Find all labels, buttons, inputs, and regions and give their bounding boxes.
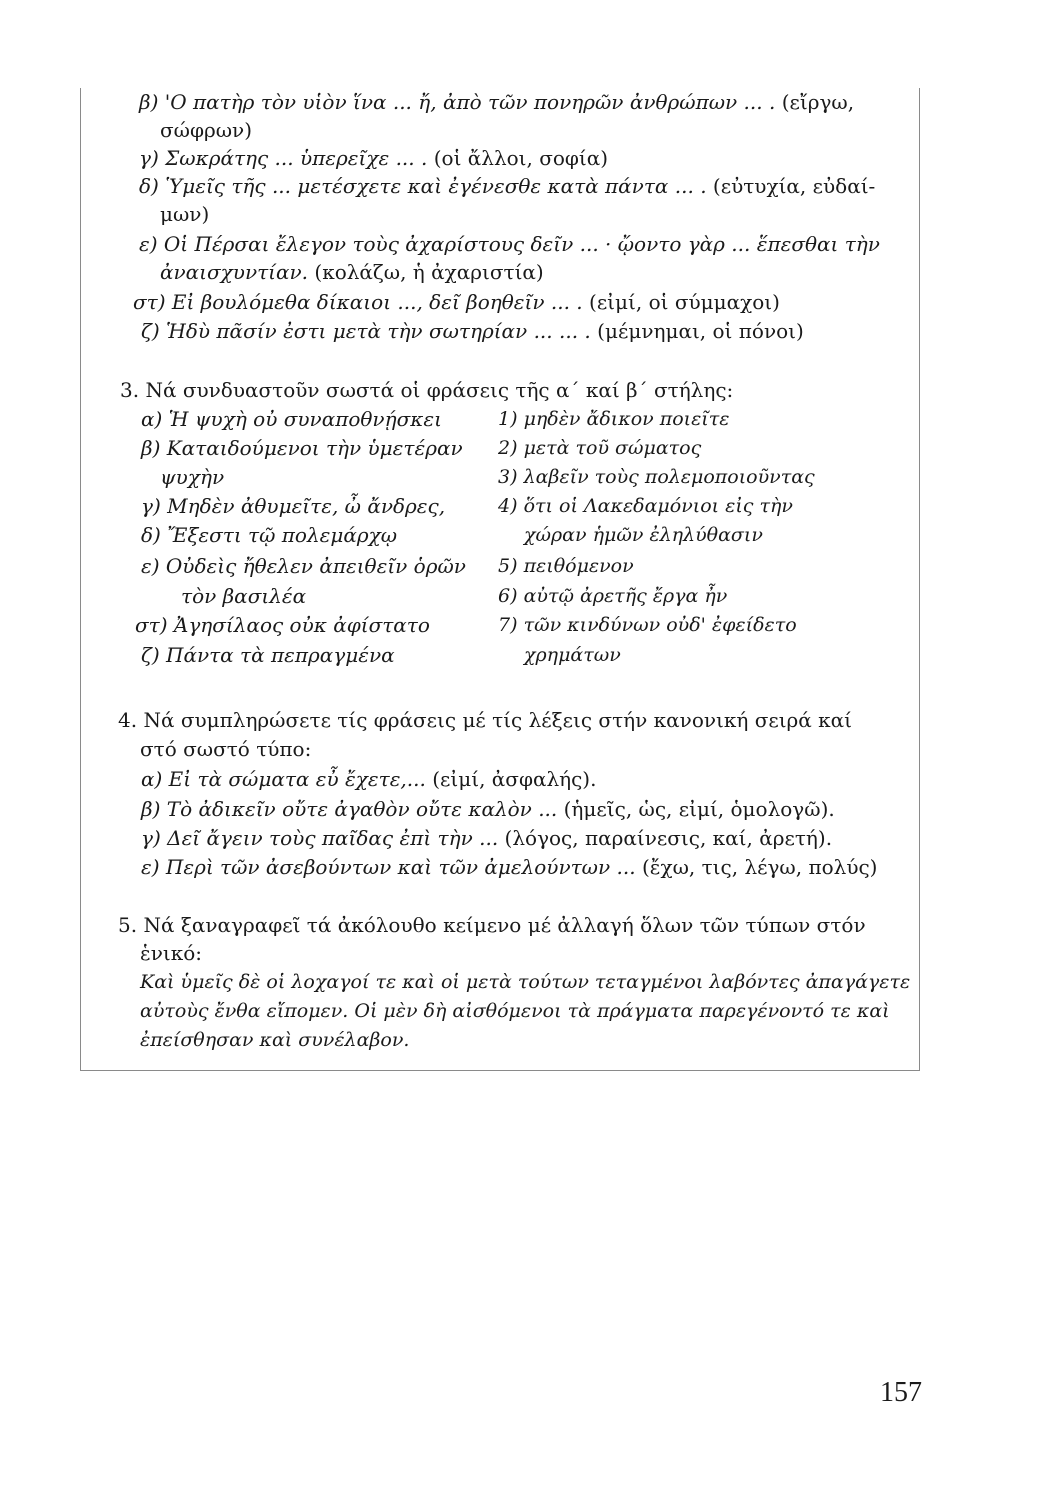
item-hint: (λόγος, παραίνεσις, καί, ἀρετή).: [504, 826, 833, 850]
exercise-number: 4.: [118, 708, 138, 732]
exercise-instruction: Νά συμπληρώσετε τίς φράσεις μέ τίς λέξεις στήν κανονική σειρά καί: [143, 708, 853, 732]
item-text: Οἱ Πέρσαι ἔλεγον τοὺς ἀχαρίστους δεῖν ... · ᾤοντο γὰρ ... ἕπεσθαι τὴν: [163, 232, 880, 256]
item-text: Καταιδούμενοι τὴν ὑμετέραν: [166, 436, 463, 460]
item-label: β): [139, 90, 159, 114]
exercise-instruction: ἑνικό:: [140, 941, 203, 965]
ex4-item: [141, 854, 877, 880]
item-text: Οὐδεὶς ἤθελεν ἀπειθεῖν ὁρῶν: [165, 554, 466, 578]
ex2-item-epsilon-cont: [160, 259, 544, 285]
item-text: ὅτι οἱ Λακεδαμόνιοι εἰς τὴν: [523, 495, 793, 517]
item-hint: (μέμνημαι, οἱ πόνοι): [597, 319, 804, 343]
item-label: 7): [498, 614, 518, 636]
item-label: 6): [498, 585, 518, 607]
item-label: ε): [139, 232, 158, 256]
item-text: ἀναισχυντίαν.: [160, 260, 309, 284]
col-b-item: [498, 435, 701, 461]
item-label: γ): [139, 146, 159, 170]
col-a-item: [141, 406, 442, 432]
item-label: 1): [498, 408, 518, 430]
item-text: μετὰ τοῦ σώματος: [523, 437, 702, 459]
passage-text: Καὶ ὑμεῖς δὲ οἱ λοχαγοί τε καὶ οἱ μετὰ τούτων τεταγμένοι λαβόντες ἀπαγάγετε: [140, 971, 911, 993]
item-label: ζ): [141, 643, 160, 667]
item-label: 5): [498, 555, 518, 577]
ex4-item: [141, 796, 835, 822]
item-hint: (εἰμί, οἱ σύμμαχοι): [589, 290, 780, 314]
item-label: ζ): [141, 319, 160, 343]
item-text: Ἔξεστι τῷ πολεμάρχῳ: [167, 523, 398, 547]
item-hint: μων): [160, 202, 210, 226]
col-b-item: [498, 553, 634, 579]
col-a-item-cont: [181, 583, 306, 609]
item-text: μηδὲν ἄδικον ποιεῖτε: [523, 408, 730, 430]
col-b-item: [498, 612, 797, 638]
item-text: Μηδὲν ἀθυμεῖτε, ὦ ἄνδρες,: [167, 494, 446, 518]
item-label: 3): [498, 466, 518, 488]
item-text: Περὶ τῶν ἀσεβούντων καὶ τῶν ἀμελούντων ...: [165, 855, 636, 879]
item-hint: (ἡμεῖς, ὡς, εἰμί, ὁμολογῶ).: [563, 797, 835, 821]
col-b-item: [498, 493, 793, 519]
ex3-heading: [120, 377, 733, 403]
item-label: β): [141, 797, 161, 821]
item-hint: σώφρων): [160, 118, 252, 142]
exercise-instruction: στό σωστό τύπο:: [140, 737, 312, 761]
ex5-heading: [118, 912, 866, 938]
item-text: Τὸ ἀδικεῖν οὔτε ἀγαθὸν οὔτε καλὸν ...: [166, 797, 558, 821]
item-text: Πάντα τὰ πεπραγμένα: [166, 643, 395, 667]
item-text: Ἀγησίλαος οὐκ ἀφίστατο: [173, 613, 430, 637]
item-hint: (εὐτυχία, εὐδαί-: [712, 174, 876, 198]
col-b-item: [498, 406, 729, 432]
ex5-text-line: [140, 998, 890, 1024]
item-text: ψυχὴν: [160, 465, 225, 489]
col-a-item: [135, 612, 430, 638]
ex4-heading: [118, 707, 852, 733]
col-a-item: [141, 435, 463, 461]
col-b-item: [498, 464, 815, 490]
item-text: χρημάτων: [524, 644, 621, 666]
item-text: αὐτῷ ἀρετῆς ἔργα ἦν: [523, 585, 728, 607]
ex5-text-line: [140, 969, 910, 995]
passage-text: αὐτοὺς ἔνθα εἴπομεν. Οἱ μὲν δὴ αἰσθόμενοι τὰ πράγματα παρεγένοντό τε καὶ: [140, 1000, 890, 1022]
item-text: τῶν κινδύνων οὐδ' ἐφείδετο: [523, 614, 797, 636]
item-text: Εἰ τὰ σώματα εὖ ἔχετε,...: [168, 767, 426, 791]
item-text: Εἰ βουλόμεθα δίκαιοι ..., δεῖ βοηθεῖν ... .: [171, 290, 583, 314]
ex2-item-delta-cont: [160, 201, 209, 227]
item-label: ε): [141, 554, 160, 578]
item-label: ε): [141, 855, 160, 879]
ex4-item: [141, 825, 832, 851]
item-label: γ): [141, 826, 161, 850]
item-hint: (εἴργω,: [781, 90, 855, 114]
item-text: 'Ο πατὴρ τὸν υἱὸν ἵνα ... ἤ, ἀπὸ τῶν πονηρῶν ἀνθρώπων ... .: [164, 90, 776, 114]
exercise-instruction: Νά συνδυαστοῦν σωστά οἱ φράσεις τῆς α΄ καί β΄ στήλης:: [145, 378, 734, 402]
ex2-item-gamma: [139, 145, 608, 171]
col-a-item: [141, 493, 445, 519]
col-a-item: [141, 522, 397, 548]
ex2-item-stigma: [133, 289, 780, 315]
col-b-item-cont: [524, 522, 763, 548]
item-label: στ): [133, 290, 166, 314]
col-a-item: [141, 642, 395, 668]
item-label: α): [141, 407, 163, 431]
item-text: πειθόμενον: [523, 555, 634, 577]
exercise-number: 3.: [120, 378, 140, 402]
ex2-item-epsilon: [139, 231, 880, 257]
ex4-item: [141, 766, 596, 792]
item-text: λαβεῖν τοὺς πολεμοποιοῦντας: [523, 466, 815, 488]
ex2-item-beta: [139, 89, 854, 115]
item-text: Ὑμεῖς τῆς ... μετέσχετε καὶ ἐγένεσθε κατὰ πάντα ... .: [165, 174, 707, 198]
col-a-item: [141, 553, 466, 579]
item-label: γ): [141, 494, 161, 518]
col-b-item-cont: [524, 642, 621, 668]
ex5-heading-cont: [140, 940, 202, 966]
ex2-item-delta: [139, 173, 875, 199]
item-label: α): [141, 767, 163, 791]
item-label: 2): [498, 437, 518, 459]
ex2-item-zeta: [141, 318, 804, 344]
item-hint: (οἱ ἄλλοι, σοφία): [433, 146, 609, 170]
col-b-item: [498, 583, 727, 609]
ex2-item-beta-cont: [160, 117, 252, 143]
ex4-heading-cont: [140, 736, 311, 762]
item-text: Ἡ ψυχὴ οὐ συναποθνῄσκει: [168, 407, 442, 431]
item-text: Ἡδὺ πᾶσίν ἐστι μετὰ τὴν σωτηρίαν ... ... .: [166, 319, 591, 343]
item-label: στ): [135, 613, 168, 637]
item-text: τὸν βασιλέα: [181, 584, 307, 608]
exercise-instruction: Νά ξαναγραφεῖ τά ἀκόλουθο κείμενο μέ ἀλλαγή ὅλων τῶν τύπων στόν: [143, 913, 866, 937]
item-label: β): [141, 436, 161, 460]
item-label: δ): [139, 174, 159, 198]
item-hint: (κολάζω, ἡ ἀχαριστία): [314, 260, 544, 284]
item-hint: (ἔχω, τις, λέγω, πολύς): [641, 855, 878, 879]
item-text: Σωκράτης ... ὑπερεῖχε ... .: [165, 146, 428, 170]
item-text: χώραν ἡμῶν ἐληλύθασιν: [524, 524, 763, 546]
exercise-number: 5.: [118, 913, 138, 937]
item-label: 4): [498, 495, 518, 517]
ex5-text-line: [140, 1027, 409, 1053]
item-text: Δεῖ ἄγειν τοὺς παῖδας ἐπὶ τὴν ...: [167, 826, 499, 850]
page-number: 157: [880, 1377, 922, 1408]
item-hint: (εἰμί, ἀσφαλής).: [432, 767, 597, 791]
passage-text: ἐπείσθησαν καὶ συνέλαβον.: [140, 1029, 410, 1051]
col-a-item-cont: [160, 464, 224, 490]
item-label: δ): [141, 523, 161, 547]
